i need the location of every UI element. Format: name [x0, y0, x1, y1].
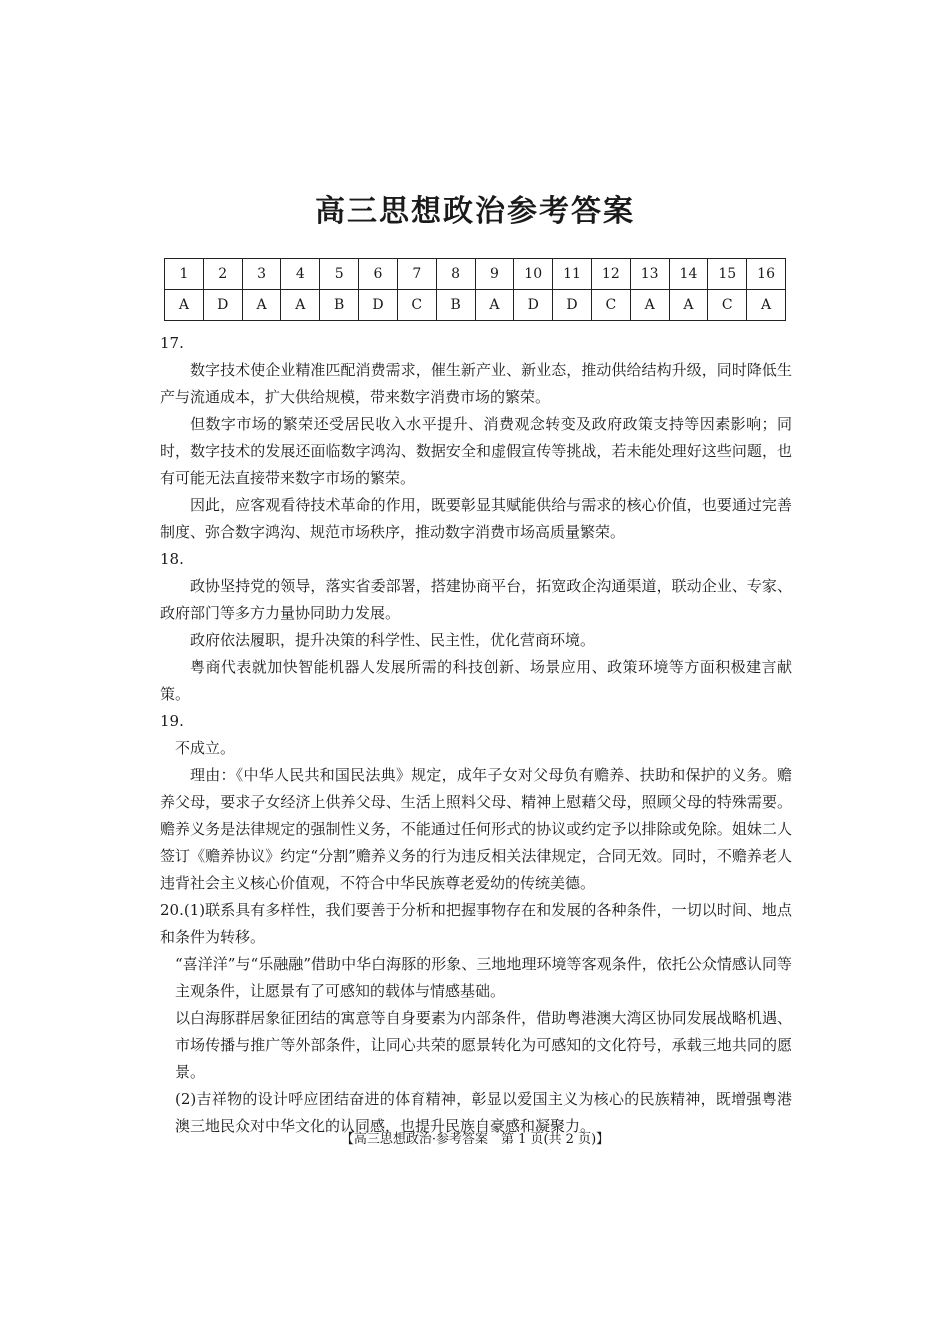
question-20 [160, 897, 792, 1140]
question-number-cell: 10 [514, 259, 553, 290]
question-number-cell: 11 [553, 259, 592, 290]
answer-cell: D [359, 290, 398, 321]
question-number: 17. [160, 334, 184, 352]
paragraph: 数字技术使企业精准匹配消费需求，催生新产业、新业态，推动供给结构升级，同时降低生产与流通成本，扩大供给规模，带来数字消费市场的繁荣。 [160, 361, 792, 406]
question-number-cell: 1 [165, 259, 204, 290]
answer-table [164, 258, 786, 321]
answer-cell: A [475, 290, 514, 321]
question-number: 19. [160, 712, 184, 730]
paragraph-with-number [160, 897, 792, 951]
question-number-cell: 3 [242, 259, 281, 290]
question-number-cell: 12 [591, 259, 630, 290]
question-number-cell: 15 [708, 259, 747, 290]
question-18 [160, 546, 792, 708]
question-number-cell: 13 [630, 259, 669, 290]
answer-cell: C [397, 290, 436, 321]
question-number: 18. [160, 550, 184, 568]
paragraph: 理由：《中华人民共和国民法典》规定，成年子女对父母负有赡养、扶助和保护的义务。赡养父母，要求子女经济上供养父母、生活上照料父母、精神上慰藉父母，照顾父母的特殊需要。赡养义务是法律规定的强制性义务，不能通过任何形式的协议或约定予以排除或免除。姐妹二人签订《赡养协议》约定“分割”赡养义务的行为违反相关法律规定，合同无效。同时，不赡养老人违背社会主义核心价值观，不符合中华民族尊老爱幼的传统美德。 [160, 766, 792, 892]
question-number-cell: 7 [397, 259, 436, 290]
question-number-cell: 16 [747, 259, 786, 290]
answer-cell: B [320, 290, 359, 321]
answer-cell: D [203, 290, 242, 321]
question-19 [160, 708, 792, 897]
paragraph: 粤商代表就加快智能机器人发展所需的科技创新、场景应用、政策环境等方面积极建言献策。 [160, 658, 792, 703]
answer-cell: D [514, 290, 553, 321]
question-number-cell: 14 [669, 259, 708, 290]
answer-table-number-row [165, 259, 786, 290]
paragraph: 但数字市场的繁荣还受居民收入水平提升、消费观念转变及政府政策支持等因素影响；同时，数字技术的发展还面临数字鸿沟、数据安全和虚假宣传等挑战，若未能处理好这些问题，也有可能无法直接带来数字市场的繁荣。 [160, 415, 792, 487]
answer-cell: C [708, 290, 747, 321]
question-number: 20. [160, 901, 184, 919]
answer-cell: A [242, 290, 281, 321]
page-title: 高三思想政治参考答案 [315, 194, 635, 229]
paragraph: 政府依法履职，提升决策的科学性、民主性，优化营商环境。 [190, 631, 596, 649]
answer-cell: A [669, 290, 708, 321]
paragraph: 政协坚持党的领导，落实省委部署，搭建协商平台，拓宽政企沟通渠道，联动企业、专家、政府部门等多方力量协同助力发展。 [160, 577, 792, 622]
paragraph: “喜洋洋”与“乐融融”借助中华白海豚的形象、三地地理环境等客观条件，依托公众情感认同等主观条件，让愿景有了可感知的载体与情感基础。 [175, 955, 792, 1000]
paragraph: 因此，应客观看待技术革命的作用，既要彰显其赋能供给与需求的核心价值，也要通过完善制度、弥合数字鸿沟、规范市场秩序，推动数字消费市场高质量繁荣。 [160, 496, 792, 541]
question-number-cell: 5 [320, 259, 359, 290]
question-number-cell: 2 [203, 259, 242, 290]
question-number-cell: 9 [475, 259, 514, 290]
question-17 [160, 330, 792, 546]
answer-content [160, 330, 792, 1140]
paragraph: 不成立。 [175, 739, 236, 757]
answer-cell: C [591, 290, 630, 321]
question-number-cell: 6 [359, 259, 398, 290]
answer-cell: A [630, 290, 669, 321]
answer-cell: A [165, 290, 204, 321]
answer-cell: A [281, 290, 320, 321]
paragraph: 以白海豚群居象征团结的寓意等自身要素为内部条件，借助粤港澳大湾区协同发展战略机遇、市场传播与推广等外部条件，让同心共荣的愿景转化为可感知的文化符号，承载三地共同的愿景。 [175, 1009, 792, 1081]
answer-cell: A [747, 290, 786, 321]
question-number-cell: 4 [281, 259, 320, 290]
page-footer: 【高三思想政治·参考答案 第 1 页(共 2 页)】 [340, 1132, 610, 1147]
question-number-cell: 8 [436, 259, 475, 290]
answer-cell: B [436, 290, 475, 321]
answer-cell: D [553, 290, 592, 321]
paragraph: (2)吉祥物的设计呼应团结奋进的体育精神，彰显以爱国主义为核心的民族精神，既增强粤港澳三地民众对中华文化的认同感，也提升民族自豪感和凝聚力。 [175, 1090, 792, 1135]
paragraph: (1)联系具有多样性，我们要善于分析和把握事物存在和发展的各种条件，一切以时间、地点和条件为转移。 [160, 901, 792, 946]
answer-table-answer-row [165, 290, 786, 321]
